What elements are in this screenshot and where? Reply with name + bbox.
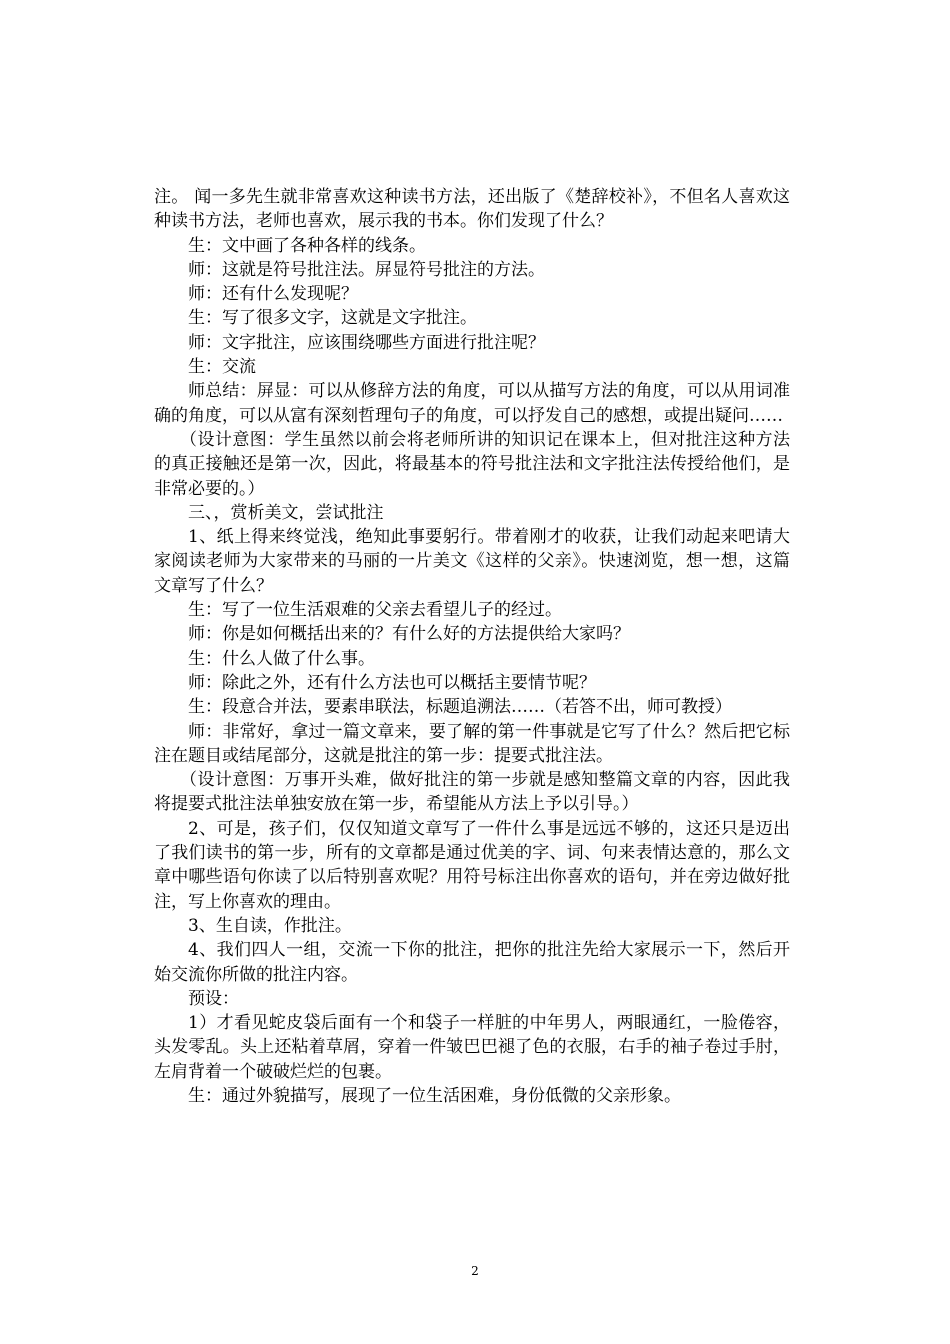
section-heading: 三、，赏析美文，尝试批注 [188,502,384,523]
paragraph: 1、纸上得来终觉浅，绝知此事要躬行。带着刚才的收获，让我们动起来吧请大家阅读老师为大家带来的马丽的一片美文《这样的父亲》。快速浏览，想一想，这篇文章写了什么？ [154,527,790,596]
paragraph: 生：交流 [188,357,256,378]
paragraph: 生：文中画了各种各样的线条。 [188,235,426,256]
design-intent-note: （设计意图：学生虽然以前会将老师所讲的知识记在课本上，但对批注这种方法的真正接触还是第一次，因此，将最基本的符号批注法和文字批注法传授给他们，是非常必要的。） [154,429,790,499]
document-body [154,185,790,1108]
paragraph: 1）才看见蛇皮袋后面有一个和袋子一样脏的中年男人，两眼通红，一脸倦容，头发零乱。头上还粘着草屑，穿着一件皱巴巴褪了色的衣服，右手的袖子卷过手肘，左肩背着一个破破烂烂的包裹。 [154,1013,790,1082]
paragraph: 生：段意合并法，要素串联法，标题追溯法……（若答不出，师可教授） [188,697,732,718]
paragraph: 生：写了很多文字，这就是文字批注。 [188,308,477,329]
paragraph: 2、可是，孩子们，仅仅知道文章写了一件什么事是远远不够的，这还只是迈出了我们读书的第一步，所有的文章都是通过优美的字、词、句来表情达意的，那么文章中哪些语句你读了以后特别喜欢呢？用符号标注出你喜欢的语句，并在旁边做好批注，写上你喜欢的理由。 [154,818,790,912]
paragraph: 生：写了一位生活艰难的父亲去看望儿子的经过。 [188,600,562,621]
page-number: 2 [471,1264,479,1278]
paragraph: 预设： [188,988,239,1009]
paragraph: 师：这就是符号批注法。屏显符号批注的方法。 [188,259,545,280]
paragraph: 师总结：屏显：可以从修辞方法的角度，可以从描写方法的角度，可以从用词准确的角度，可以从富有深刻哲理句子的角度，可以抒发自己的感想，或提出疑问…… [154,381,790,426]
paragraph: 师：你是如何概括出来的？有什么好的方法提供给大家吗？ [188,624,630,645]
paragraph: 生：通过外貌描写，展现了一位生活困难，身份低微的父亲形象。 [188,1085,681,1106]
paragraph: 师：还有什么发现呢？ [188,284,358,305]
paragraph: 师：非常好，拿过一篇文章来，要了解的第一件事就是它写了什么？然后把它标注在题目或结尾部分，这就是批注的第一步：提要式批注法。 [154,721,790,766]
design-intent-note: （设计意图：万事开头难，做好批注的第一步就是感知整篇文章的内容，因此我将提要式批注法单独安放在第一步，希望能从方法上予以引导。） [154,770,790,815]
paragraph: 师：除此之外，还有什么方法也可以概括主要情节呢？ [188,672,596,693]
paragraph: 3、生自读，作批注。 [188,915,352,936]
paragraph: 生：什么人做了什么事。 [188,648,375,669]
paragraph: 师：文字批注，应该围绕哪些方面进行批注呢？ [188,332,545,353]
paragraph: 4、我们四人一组，交流一下你的批注，把你的批注先给大家展示一下，然后开始交流你所做的批注内容。 [154,940,790,985]
paragraph: 注。 闻一多先生就非常喜欢这种读书方法，还出版了《楚辞校补》，不但名人喜欢这种读书方法，老师也喜欢，展示我的书本。你们发现了什么？ [154,187,790,232]
